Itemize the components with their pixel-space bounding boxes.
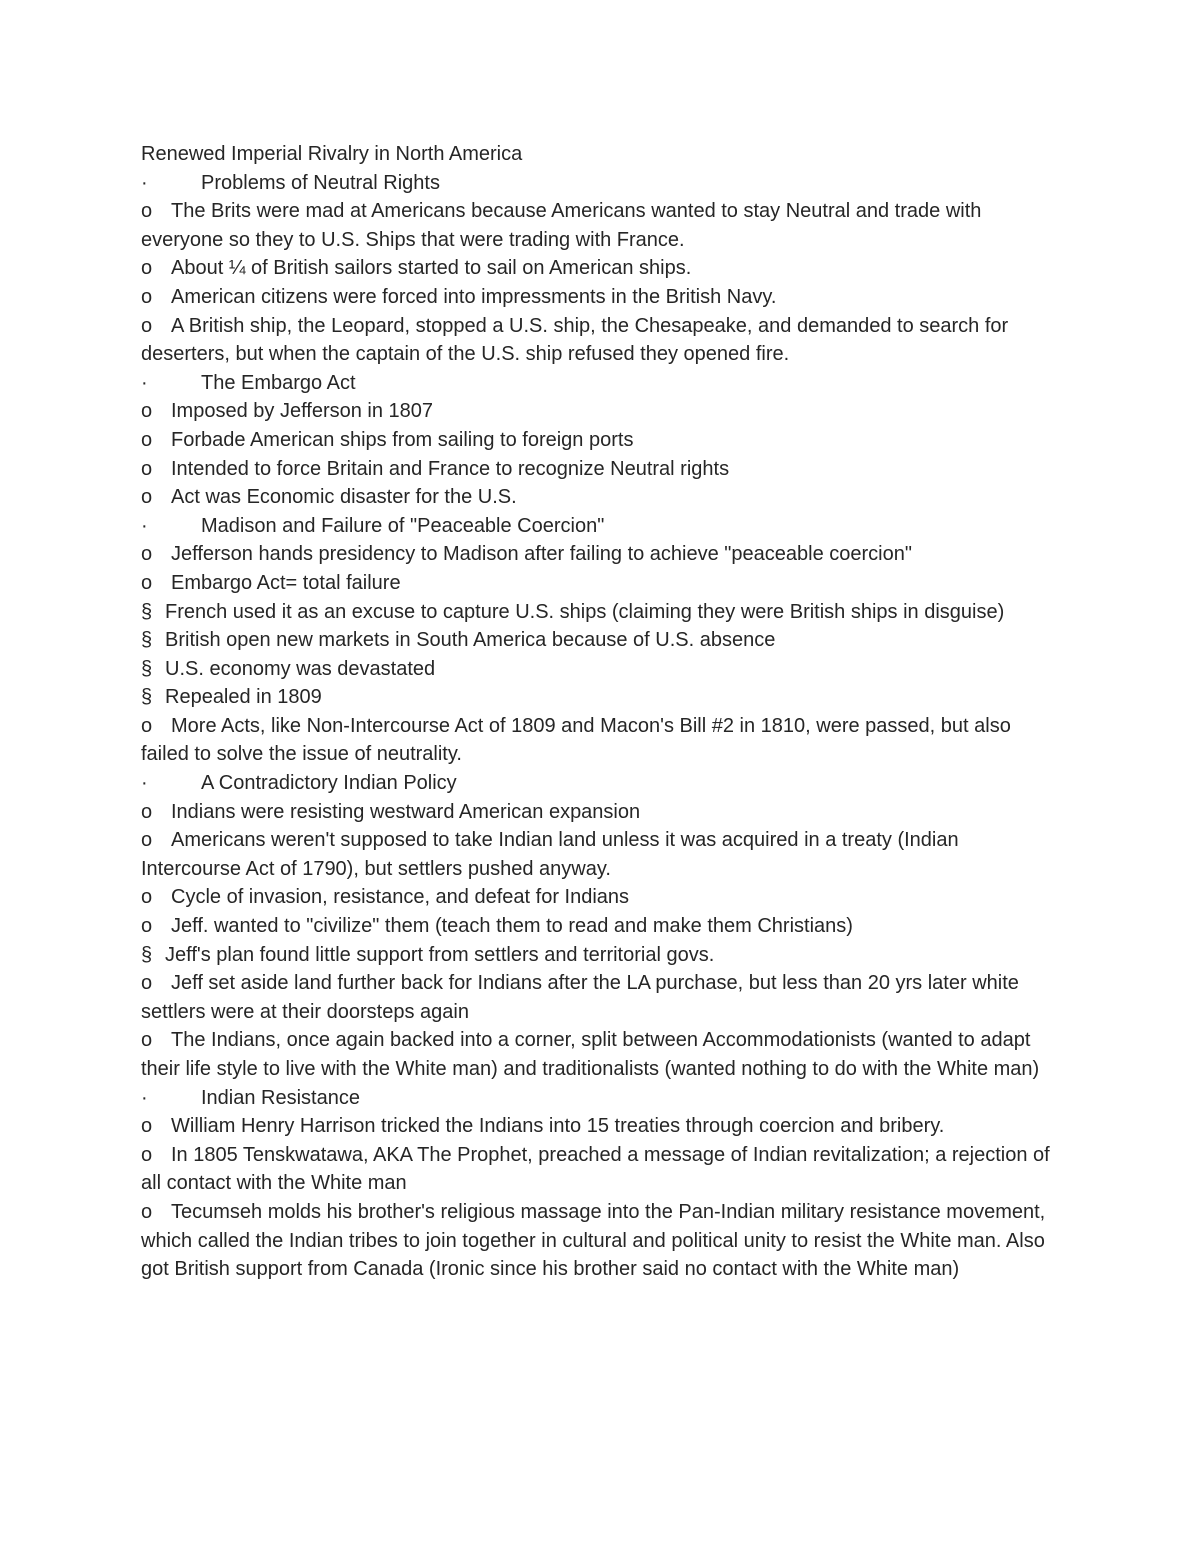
outline-item bbox=[141, 798, 1061, 827]
section-heading bbox=[141, 1084, 1061, 1113]
bullet-o: o bbox=[141, 486, 153, 509]
document-title: Renewed Imperial Rivalry in North America bbox=[141, 143, 523, 165]
item-text: U.S. economy was devastated bbox=[165, 657, 436, 680]
bullet-dot: · bbox=[141, 371, 148, 394]
outline-item bbox=[141, 1026, 1061, 1083]
outline-item bbox=[141, 1112, 1061, 1141]
item-text: Problems of Neutral Rights bbox=[201, 171, 440, 194]
item-text: Intended to force Britain and France to recognize Neutral rights bbox=[171, 457, 730, 480]
bullet-o: o bbox=[141, 972, 153, 995]
bullet-o: o bbox=[141, 457, 153, 480]
bullet-dot: · bbox=[141, 772, 148, 795]
item-text: More Acts, like Non-Intercourse Act of 1809 and Macon's Bill #2 in 1810, were passed, but also failed to solve the issue of neutrality. bbox=[141, 714, 1011, 766]
bullet-o: o bbox=[141, 714, 153, 737]
outline-item bbox=[141, 969, 1061, 1026]
item-text: Tecumseh molds his brother's religious massage into the Pan-Indian military resistance movement, which called the Indian tribes to join together in cultural and political unity to resist the White man. Also got British support from Canada (Ironic since his brother said no contact with the White man) bbox=[141, 1200, 1046, 1281]
section-heading bbox=[141, 769, 1061, 798]
outline-item bbox=[141, 569, 1061, 598]
outline-subitem bbox=[141, 941, 1061, 970]
outline-item bbox=[141, 1141, 1061, 1198]
outline-item bbox=[141, 883, 1061, 912]
section-heading bbox=[141, 369, 1061, 398]
item-text: Jeff. wanted to "civilize" them (teach them to read and make them Christians) bbox=[171, 915, 853, 938]
outline-subitem bbox=[141, 626, 1061, 655]
outline-item bbox=[141, 483, 1061, 512]
outline-item bbox=[141, 397, 1061, 426]
bullet-dot: · bbox=[141, 514, 148, 537]
bullet-o: o bbox=[141, 1200, 153, 1223]
outline-item bbox=[141, 312, 1061, 369]
outline-item bbox=[141, 826, 1061, 883]
outline-subitem bbox=[141, 655, 1061, 684]
bullet-o: o bbox=[141, 886, 153, 909]
item-text: Jefferson hands presidency to Madison after failing to achieve "peaceable coercion" bbox=[171, 543, 912, 566]
bullet-o: o bbox=[141, 200, 153, 223]
bullet-o: o bbox=[141, 285, 153, 308]
item-text: Forbade American ships from sailing to foreign ports bbox=[171, 428, 634, 451]
bullet-o: o bbox=[141, 571, 153, 594]
outline-subitem bbox=[141, 598, 1061, 627]
bullet-dot: · bbox=[141, 1086, 148, 1109]
outline-item bbox=[141, 197, 1061, 254]
item-text: Indian Resistance bbox=[201, 1086, 360, 1109]
item-text: William Henry Harrison tricked the Indians into 15 treaties through coercion and bribery. bbox=[171, 1115, 945, 1138]
item-text: French used it as an excuse to capture U.S. ships (claiming they were British ships in disguise) bbox=[165, 600, 1005, 623]
item-text: Jeff set aside land further back for Indians after the LA purchase, but less than 20 yrs later white settlers were at their doorsteps again bbox=[141, 972, 1019, 1023]
bullet-o: o bbox=[141, 428, 153, 451]
item-text: About ¼ of British sailors started to sail on American ships. bbox=[171, 257, 692, 280]
item-text: A Contradictory Indian Policy bbox=[201, 772, 457, 795]
bullet-o: o bbox=[141, 1143, 153, 1166]
section-heading bbox=[141, 169, 1061, 198]
bullet-section-sign: § bbox=[141, 686, 153, 709]
item-text: Act was Economic disaster for the U.S. bbox=[171, 486, 517, 509]
outline-item bbox=[141, 283, 1061, 312]
item-text: Repealed in 1809 bbox=[165, 686, 322, 709]
bullet-dot: · bbox=[141, 171, 148, 194]
bullet-o: o bbox=[141, 543, 153, 566]
outline-subitem bbox=[141, 683, 1061, 712]
bullet-o: o bbox=[141, 829, 153, 852]
item-text: Jeff's plan found little support from settlers and territorial govs. bbox=[165, 943, 715, 966]
item-text: Embargo Act= total failure bbox=[171, 571, 401, 594]
item-text: The Embargo Act bbox=[201, 371, 356, 394]
item-text: In 1805 Tenskwatawa, AKA The Prophet, preached a message of Indian revitalization; a rejection of all contact with the White man bbox=[141, 1143, 1050, 1195]
item-text: American citizens were forced into impressments in the British Navy. bbox=[171, 285, 777, 308]
outline-item bbox=[141, 426, 1061, 455]
bullet-o: o bbox=[141, 915, 153, 938]
outline-item bbox=[141, 254, 1061, 283]
item-text: Americans weren't supposed to take Indian land unless it was acquired in a treaty (Indian Intercourse Act of 1790), but settlers pushed anyway. bbox=[141, 829, 959, 880]
item-text: The Indians, once again backed into a corner, split between Accommodationists (wanted to adapt their life style to live with the White man) and traditionalists (wanted nothing to do with the White man) bbox=[141, 1029, 1040, 1080]
outline-list bbox=[141, 169, 1061, 1284]
bullet-section-sign: § bbox=[141, 657, 153, 680]
bullet-section-sign: § bbox=[141, 943, 153, 966]
bullet-o: o bbox=[141, 1115, 153, 1138]
item-text: The Brits were mad at Americans because Americans wanted to stay Neutral and trade with everyone so they to U.S. Ships that were trading with France. bbox=[141, 200, 982, 251]
item-text: A British ship, the Leopard, stopped a U.S. ship, the Chesapeake, and demanded to search for deserters, but when the captain of the U.S. ship refused they opened fire. bbox=[141, 314, 1009, 366]
outline-item bbox=[141, 712, 1061, 769]
outline-item bbox=[141, 1198, 1061, 1284]
item-text: Indians were resisting westward American expansion bbox=[171, 800, 641, 823]
bullet-o: o bbox=[141, 314, 153, 337]
section-heading bbox=[141, 512, 1061, 541]
item-text: Imposed by Jefferson in 1807 bbox=[171, 400, 434, 423]
bullet-section-sign: § bbox=[141, 629, 153, 652]
item-text: British open new markets in South America because of U.S. absence bbox=[165, 629, 776, 652]
outline-item bbox=[141, 540, 1061, 569]
bullet-o: o bbox=[141, 800, 153, 823]
outline-item bbox=[141, 455, 1061, 484]
outline-item bbox=[141, 912, 1061, 941]
document-body bbox=[141, 140, 1061, 1284]
bullet-o: o bbox=[141, 1029, 153, 1052]
bullet-o: o bbox=[141, 257, 153, 280]
item-text: Cycle of invasion, resistance, and defeat for Indians bbox=[171, 886, 630, 909]
bullet-o: o bbox=[141, 400, 153, 423]
item-text: Madison and Failure of "Peaceable Coercion" bbox=[201, 514, 605, 537]
bullet-section-sign: § bbox=[141, 600, 153, 623]
